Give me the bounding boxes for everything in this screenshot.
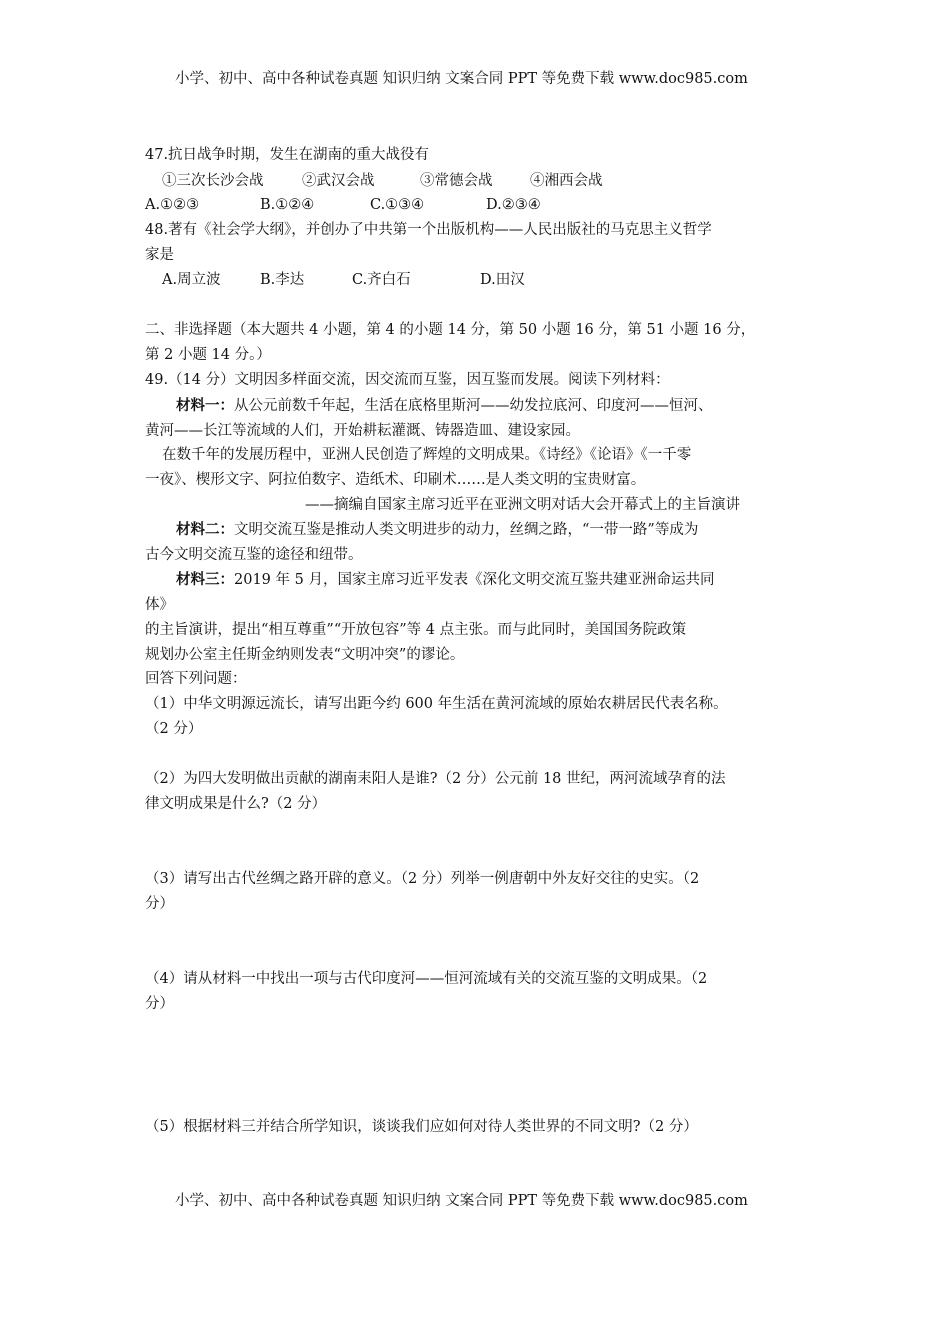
material1-citation: ——摘编自国家主席习近平在亚洲文明对话大会开幕式上的主旨演讲 bbox=[305, 497, 740, 513]
q47-item: ③常德会战 bbox=[420, 173, 493, 189]
q48-option: C.齐白石 bbox=[352, 272, 411, 288]
q49-part3-line2: 分） bbox=[145, 896, 174, 912]
material2-line1 bbox=[176, 521, 698, 539]
q47-option: B.①②④ bbox=[260, 197, 315, 213]
q48-stem-line1: 48.著有《社会学大纲》，并创办了中共第一个出版机构——人民出版社的马克思主义哲学 bbox=[145, 222, 712, 238]
page-header: 小学、初中、高中各种试卷真题 知识归纳 文案合同 PPT 等免费下载 www.doc985.com bbox=[175, 71, 748, 87]
q49-part1-line1: （1）中华文明源远流长，请写出距今约 600 年生活在黄河流域的原始农耕居民代表名称。 bbox=[145, 696, 728, 712]
q49-part5-line1: （5）根据材料三并结合所学知识，谈谈我们应如何对待人类世界的不同文明?（2 分） bbox=[145, 1119, 698, 1135]
material1-line1 bbox=[176, 397, 713, 415]
q49-part1-line2: （2 分） bbox=[145, 721, 203, 737]
material1-text: 从公元前数千年起，生活在底格里斯河——幼发拉底河、印度河——恒河、 bbox=[234, 398, 713, 414]
material3-line1 bbox=[176, 571, 714, 589]
q48-option: A.周立波 bbox=[162, 272, 221, 288]
q48-option: B.李达 bbox=[260, 272, 305, 288]
material3-line4: 规划办公室主任斯金纳则发表“文明冲突”的谬论。 bbox=[145, 647, 465, 663]
material3-text: 2019 年 5 月，国家主席习近平发表《深化文明交流互鉴共建亚洲命运共同 bbox=[234, 572, 715, 588]
q49-intro: 49.（14 分）文明因多样面交流，因交流而互鉴，因互鉴而发展。阅读下列材料： bbox=[145, 372, 670, 388]
q49-part4-line2: 分） bbox=[145, 996, 174, 1012]
material2-line2: 古今文明交流互鉴的途径和纽带。 bbox=[145, 547, 363, 563]
q49-part2-line1: （2）为四大发明做出贡献的湖南耒阳人是谁?（2 分）公元前 18 世纪，两河流域孕育的法 bbox=[145, 771, 726, 787]
material2-label: 材料二： bbox=[176, 521, 234, 538]
material3-label: 材料三： bbox=[176, 571, 234, 588]
material1-line2: 黄河——长江等流域的人们，开始耕耘灌溉、铸器造皿、建设家园。 bbox=[145, 423, 580, 439]
q49-part2-line2: 律文明成果是什么?（2 分） bbox=[145, 796, 327, 812]
answer-prompt: 回答下列问题： bbox=[145, 671, 247, 687]
q48-stem-line2: 家是 bbox=[145, 247, 174, 263]
q47-item: ②武汉会战 bbox=[302, 173, 375, 189]
page-footer: 小学、初中、高中各种试卷真题 知识归纳 文案合同 PPT 等免费下载 www.doc985.com bbox=[175, 1193, 748, 1209]
q49-part3-line1: （3）请写出古代丝绸之路开辟的意义。（2 分）列举一例唐朝中外友好交往的史实。（2 bbox=[145, 871, 700, 887]
material3-line3: 的主旨演讲，提出“相互尊重”“开放包容”等 4 点主张。而与此同时，美国国务院政策 bbox=[145, 622, 687, 638]
q49-part4-line1: （4）请从材料一中找出一项与古代印度河——恒河流域有关的交流互鉴的文明成果。（2 bbox=[145, 971, 708, 987]
q47-option: C.①③④ bbox=[370, 197, 425, 213]
material1-line3: 在数千年的发展历程中，亚洲人民创造了辉煌的文明成果。《诗经》《论语》《一千零 bbox=[162, 447, 692, 463]
q47-item: ④湘西会战 bbox=[530, 173, 603, 189]
material1-line4: 一夜》、楔形文字、阿拉伯数字、造纸术、印刷术……是人类文明的宝贵财富。 bbox=[145, 472, 646, 488]
material1-label: 材料一： bbox=[176, 397, 234, 414]
q47-stem: 47.抗日战争时期，发生在湖南的重大战役有 bbox=[145, 147, 430, 163]
q48-option: D.田汉 bbox=[480, 272, 525, 288]
section2-title-line1: 二、非选择题（本大题共 4 小题，第 4 的小题 14 分，第 50 小题 16 分，第 51 小题 16 分， bbox=[145, 322, 756, 338]
material2-text: 文明交流互鉴是推动人类文明进步的动力，丝绸之路，“一带一路”等成为 bbox=[234, 522, 699, 538]
material3-line2: 体》 bbox=[145, 597, 174, 613]
q47-option: D.②③④ bbox=[486, 197, 541, 213]
q47-item: ①三次长沙会战 bbox=[162, 173, 264, 189]
q47-option: A.①②③ bbox=[145, 197, 200, 213]
section2-title-line2: 第 2 小题 14 分。） bbox=[145, 347, 271, 363]
